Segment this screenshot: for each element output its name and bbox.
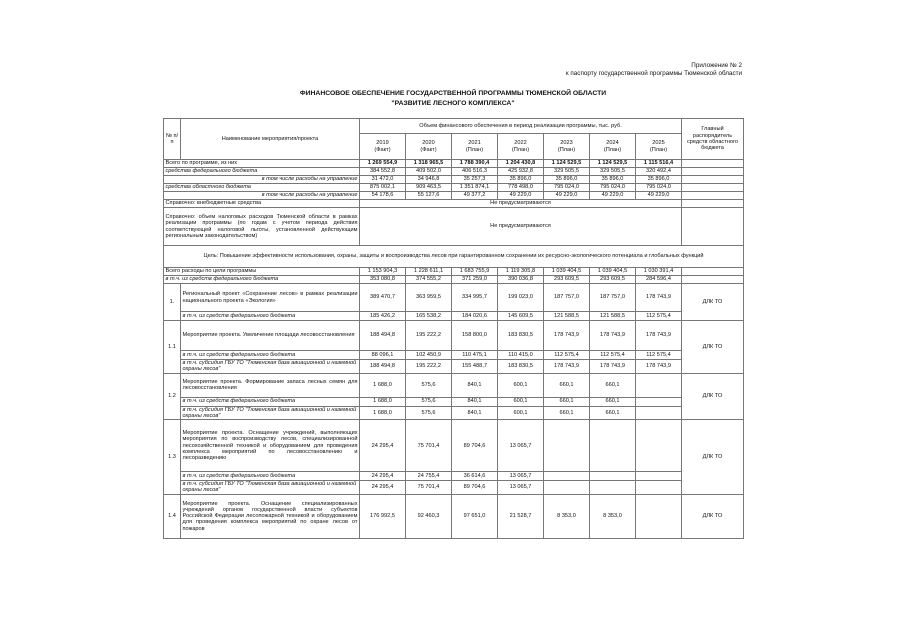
value-cell <box>544 472 590 481</box>
project-row <box>164 321 744 351</box>
year-header <box>360 134 406 160</box>
year-label: 2023 <box>560 140 573 147</box>
subrow-label: в т.ч. субсидия ГБУ ТО "Тюменская база авиационной и наземной охраны лесов" <box>181 360 360 374</box>
value-cell: 1 788 390,4 <box>452 160 498 168</box>
program-name: "РАЗВИТИЕ ЛЕСНОГО КОМПЛЕКСА" <box>391 100 515 107</box>
summary-row <box>164 276 744 284</box>
value-cell: 320 492,4 <box>636 168 682 176</box>
row-label: в т.ч. из средств федерального бюджета <box>164 276 360 284</box>
value-cell: 35 896,0 <box>544 176 590 184</box>
value-cell: 13 065,7 <box>498 420 544 472</box>
value-cell: 795 024,0 <box>590 184 636 192</box>
value-cell: 840,1 <box>452 373 498 397</box>
project-subrow <box>164 397 744 406</box>
value-cell: 183 830,5 <box>498 321 544 351</box>
offbudget-row <box>164 200 744 208</box>
value-cell: 374 555,2 <box>406 276 452 284</box>
value-cell: 600,1 <box>498 406 544 420</box>
value-cell: 1 688,0 <box>360 397 406 406</box>
value-cell: 390 036,8 <box>498 276 544 284</box>
value-cell: 75 701,4 <box>406 420 452 472</box>
year-kind: (Факт) <box>420 146 437 153</box>
year-kind: (План) <box>465 146 484 153</box>
year-header <box>452 134 498 160</box>
value-cell: 165 538,2 <box>406 312 452 321</box>
value-cell: 184 020,6 <box>452 312 498 321</box>
value-cell: 24 295,4 <box>360 481 406 495</box>
tax-value: Не предусматриваются <box>360 208 682 246</box>
value-cell: 660,1 <box>544 397 590 406</box>
value-cell: 187 757,0 <box>544 284 590 312</box>
value-cell: 329 505,5 <box>590 168 636 176</box>
value-cell: 188 494,8 <box>360 321 406 351</box>
value-cell: 112 575,4 <box>590 351 636 360</box>
year-label: 2024 <box>606 140 619 147</box>
value-cell: 110 475,1 <box>452 351 498 360</box>
manager-cell: ДЛК ТО <box>682 284 744 321</box>
subrow-label: в т.ч. субсидия ГБУ ТО "Тюменская база авиационной и наземной охраны лесов" <box>181 406 360 420</box>
value-cell <box>636 397 682 406</box>
value-cell: 1 688,0 <box>360 406 406 420</box>
value-cell: 1 153 904,3 <box>360 268 406 276</box>
value-cell: 660,1 <box>544 373 590 397</box>
value-cell: 178 743,9 <box>636 284 682 312</box>
value-cell <box>636 406 682 420</box>
project-title: Мероприятие проекта. Оснащение специализированных учреждений органов государственной власти субъектов Российской Федерации лесопожарной техникой и оборудованием для проведения комплекса мероприятий по охране лесов от пожаров <box>181 494 360 538</box>
value-cell: 389 470,7 <box>360 284 406 312</box>
project-subrow <box>164 351 744 360</box>
year-header <box>544 134 590 160</box>
value-cell: 75 701,4 <box>406 481 452 495</box>
project-subrow <box>164 312 744 321</box>
value-cell: 1 269 554,9 <box>360 160 406 168</box>
manager-cell <box>682 200 744 208</box>
value-cell: 112 575,4 <box>636 351 682 360</box>
summary-row <box>164 192 744 200</box>
project-title: Региональный проект «Сохранение лесов» в рамках реализации национального проекта «Экология» <box>181 284 360 312</box>
value-cell: 329 505,5 <box>544 168 590 176</box>
year-label: 2022 <box>514 140 527 147</box>
subrow-label: в т.ч. субсидия ГБУ ТО "Тюменская база авиационной и наземной охраны лесов" <box>181 481 360 495</box>
value-cell: 284 596,4 <box>636 276 682 284</box>
row-number: 1.3 <box>164 420 181 495</box>
value-cell: 88 096,1 <box>360 351 406 360</box>
value-cell: 1 124 529,5 <box>590 160 636 168</box>
value-cell: 1 039 404,5 <box>544 268 590 276</box>
col-name-header: Наименование мероприятия/проекта <box>181 119 360 160</box>
col-num-header: № п/п <box>164 119 181 160</box>
value-cell: 176 992,5 <box>360 494 406 538</box>
value-cell: 49 229,0 <box>544 192 590 200</box>
value-cell: 409 502,0 <box>406 168 452 176</box>
value-cell: 185 426,2 <box>360 312 406 321</box>
value-cell: 24 755,4 <box>406 472 452 481</box>
financing-table <box>163 118 744 539</box>
value-cell: 840,1 <box>452 397 498 406</box>
value-cell: 35 896,0 <box>636 176 682 184</box>
subrow-label: в т.ч. из средств федерального бюджета <box>181 312 360 321</box>
value-cell: 35 896,0 <box>498 176 544 184</box>
manager-cell: ДЛК ТО <box>682 321 744 374</box>
appendix-line-2: к паспорту государственной программы Тюменской области <box>565 70 742 77</box>
year-kind: (Факт) <box>374 146 391 153</box>
year-header <box>498 134 544 160</box>
value-cell: 778 498,0 <box>498 184 544 192</box>
value-cell: 406 516,3 <box>452 168 498 176</box>
value-cell: 24 295,4 <box>360 472 406 481</box>
year-header <box>590 134 636 160</box>
year-kind: (План) <box>511 146 530 153</box>
project-subrow <box>164 481 744 495</box>
value-cell: 49 377,2 <box>452 192 498 200</box>
manager-cell <box>682 268 744 276</box>
value-cell: 195 222,2 <box>406 360 452 374</box>
value-cell: 1 124 529,5 <box>544 160 590 168</box>
value-cell: 21 528,7 <box>498 494 544 538</box>
value-cell <box>636 481 682 495</box>
value-cell: 178 743,9 <box>590 360 636 374</box>
value-cell: 145 609,5 <box>498 312 544 321</box>
value-cell: 49 229,0 <box>498 192 544 200</box>
value-cell: 49 229,0 <box>590 192 636 200</box>
value-cell: 600,1 <box>498 397 544 406</box>
value-cell: 575,6 <box>406 397 452 406</box>
value-cell: 199 023,0 <box>498 284 544 312</box>
subrow-label: в т.ч. из средств федерального бюджета <box>181 397 360 406</box>
manager-cell <box>682 168 744 176</box>
value-cell: 1 119 305,8 <box>498 268 544 276</box>
value-cell: 102 450,9 <box>406 351 452 360</box>
value-cell: 660,1 <box>544 406 590 420</box>
value-cell <box>636 373 682 397</box>
value-cell: 24 295,4 <box>360 420 406 472</box>
value-cell: 575,6 <box>406 406 452 420</box>
value-cell: 35 257,3 <box>452 176 498 184</box>
value-cell: 909 463,5 <box>406 184 452 192</box>
value-cell: 575,6 <box>406 373 452 397</box>
manager-cell: ДЛК ТО <box>682 373 744 420</box>
value-cell: 178 743,9 <box>544 360 590 374</box>
value-cell: 155 488,7 <box>452 360 498 374</box>
year-header <box>636 134 682 160</box>
value-cell: 1 030 391,4 <box>636 268 682 276</box>
value-cell: 195 222,2 <box>406 321 452 351</box>
value-cell <box>636 420 682 472</box>
value-cell: 384 552,8 <box>360 168 406 176</box>
value-cell: 371 259,0 <box>452 276 498 284</box>
manager-cell <box>682 276 744 284</box>
value-cell: 31 472,0 <box>360 176 406 184</box>
row-label: в том числе расходы на управление <box>164 192 360 200</box>
value-cell: 178 743,9 <box>636 321 682 351</box>
year-label: 2021 <box>468 140 481 147</box>
appendix-note <box>566 62 742 78</box>
project-subrow <box>164 360 744 374</box>
value-cell <box>590 420 636 472</box>
year-label: 2025 <box>652 140 665 147</box>
project-row <box>164 284 744 312</box>
project-subrow <box>164 406 744 420</box>
manager-cell: ДЛК ТО <box>682 494 744 538</box>
value-cell: 1 039 404,5 <box>590 268 636 276</box>
value-cell: 795 024,0 <box>544 184 590 192</box>
goal-text: Цель: Повышение эффективности использования, охраны, защиты и воспроизводства лесов при гарантированном сохранении их ресурсно-экологического потенциала и глобальных функций <box>164 246 744 268</box>
value-cell: 121 588,5 <box>590 312 636 321</box>
subrow-label: в т.ч. из средств федерального бюджета <box>181 351 360 360</box>
document-title: ФИНАНСОВОЕ ОБЕСПЕЧЕНИЕ ГОСУДАРСТВЕННОЙ ПРОГРАММЫ ТЮМЕНСКОЙ ОБЛАСТИ <box>299 90 607 97</box>
row-label: в том числе расходы на управление <box>164 176 360 184</box>
value-cell: 363 959,5 <box>406 284 452 312</box>
project-row <box>164 494 744 538</box>
value-cell: 293 609,5 <box>544 276 590 284</box>
value-cell: 92 460,3 <box>406 494 452 538</box>
tax-label: Справочно: объем налоговых расходов Тюменской области в рамках реализации программы (по годам с учетом периода действия соответствующей налоговой льготы, установленной действующим региональным законодательством) <box>164 208 360 246</box>
value-cell: 1 204 430,8 <box>498 160 544 168</box>
value-cell <box>636 472 682 481</box>
row-number: 1. <box>164 284 181 321</box>
col-manager-header: Главный распорядитель средств областного бюджета <box>682 119 744 160</box>
project-title: Мероприятие проекта. Увеличение площади лесовосстановления <box>181 321 360 351</box>
value-cell: 425 932,8 <box>498 168 544 176</box>
manager-cell: ДЛК ТО <box>682 420 744 495</box>
value-cell: 8 353,0 <box>590 494 636 538</box>
subrow-label: в т.ч. из средств федерального бюджета <box>181 472 360 481</box>
value-cell: 183 830,5 <box>498 360 544 374</box>
value-cell: 55 127,6 <box>406 192 452 200</box>
row-label: Всего расходы по цели программы <box>164 268 360 276</box>
project-row <box>164 373 744 397</box>
value-cell: 660,1 <box>590 397 636 406</box>
value-cell: 121 588,5 <box>544 312 590 321</box>
project-subrow <box>164 472 744 481</box>
value-cell: 1 688,0 <box>360 373 406 397</box>
value-cell: 188 494,8 <box>360 360 406 374</box>
goal-row <box>164 246 744 268</box>
value-cell: 795 024,0 <box>636 184 682 192</box>
year-label: 2019 <box>376 140 389 147</box>
value-cell: 1 228 611,1 <box>406 268 452 276</box>
row-number: 1.1 <box>164 321 181 374</box>
header-row-1 <box>164 119 744 134</box>
project-title: Мероприятие проекта. Оснащение учреждений, выполняющих мероприятия по воспроизводству лесов, специализированной лесохозяйственной техникой и оборудованием для проведения комплекса мероприятий по лесовосстановлению и лесоразведению <box>181 420 360 472</box>
value-cell <box>636 494 682 538</box>
value-cell: 293 609,5 <box>590 276 636 284</box>
offbudget-label: Справочно: внебюджетные средства <box>164 200 360 208</box>
project-title: Мероприятие проекта. Формирование запаса лесных семян для лесовосстановления <box>181 373 360 397</box>
year-kind: (План) <box>649 146 668 153</box>
value-cell: 158 800,0 <box>452 321 498 351</box>
value-cell: 1 351 874,1 <box>452 184 498 192</box>
row-number: 1.2 <box>164 373 181 420</box>
manager-cell <box>682 192 744 200</box>
value-cell: 13 065,7 <box>498 481 544 495</box>
value-cell <box>590 472 636 481</box>
value-cell: 178 743,9 <box>590 321 636 351</box>
value-cell: 89 704,6 <box>452 420 498 472</box>
value-cell <box>590 481 636 495</box>
row-number: 1.4 <box>164 494 181 538</box>
offbudget-value: Не предусматриваются <box>360 200 682 208</box>
summary-row <box>164 268 744 276</box>
manager-cell <box>682 160 744 168</box>
tax-row <box>164 208 744 246</box>
value-cell: 112 575,4 <box>636 312 682 321</box>
value-cell <box>544 481 590 495</box>
manager-cell <box>682 208 744 246</box>
summary-row <box>164 184 744 192</box>
value-cell: 875 002,1 <box>360 184 406 192</box>
value-cell: 1 683 755,9 <box>452 268 498 276</box>
year-kind: (План) <box>603 146 622 153</box>
summary-row <box>164 168 744 176</box>
year-label: 2020 <box>422 140 435 147</box>
value-cell: 1 318 965,5 <box>406 160 452 168</box>
value-cell: 89 704,6 <box>452 481 498 495</box>
manager-cell <box>682 184 744 192</box>
value-cell: 660,1 <box>590 406 636 420</box>
value-cell: 13 065,7 <box>498 472 544 481</box>
value-cell: 36 614,6 <box>452 472 498 481</box>
value-cell: 35 896,0 <box>590 176 636 184</box>
value-cell: 840,1 <box>452 406 498 420</box>
col-group-header: Объем финансового обеспечения в период реализации программы, тыс. руб. <box>360 119 682 134</box>
summary-row <box>164 176 744 184</box>
manager-cell <box>682 176 744 184</box>
value-cell: 97 651,0 <box>452 494 498 538</box>
year-kind: (План) <box>557 146 576 153</box>
value-cell <box>544 420 590 472</box>
value-cell: 660,1 <box>590 373 636 397</box>
value-cell: 54 178,6 <box>360 192 406 200</box>
value-cell: 110 415,0 <box>498 351 544 360</box>
value-cell: 49 229,0 <box>636 192 682 200</box>
value-cell: 34 946,8 <box>406 176 452 184</box>
year-header <box>406 134 452 160</box>
value-cell: 8 353,0 <box>544 494 590 538</box>
value-cell: 334 995,7 <box>452 284 498 312</box>
value-cell: 1 115 516,4 <box>636 160 682 168</box>
value-cell: 112 575,4 <box>544 351 590 360</box>
row-label: Всего по программе, из них <box>164 160 360 168</box>
value-cell: 187 757,0 <box>590 284 636 312</box>
row-label: средства областного бюджета <box>164 184 360 192</box>
value-cell: 353 080,8 <box>360 276 406 284</box>
summary-row <box>164 160 744 168</box>
row-label: средства федерального бюджета <box>164 168 360 176</box>
value-cell: 178 743,9 <box>636 360 682 374</box>
value-cell: 600,1 <box>498 373 544 397</box>
appendix-line-1: Приложение № 2 <box>691 62 742 69</box>
value-cell: 178 743,9 <box>544 321 590 351</box>
project-row <box>164 420 744 472</box>
